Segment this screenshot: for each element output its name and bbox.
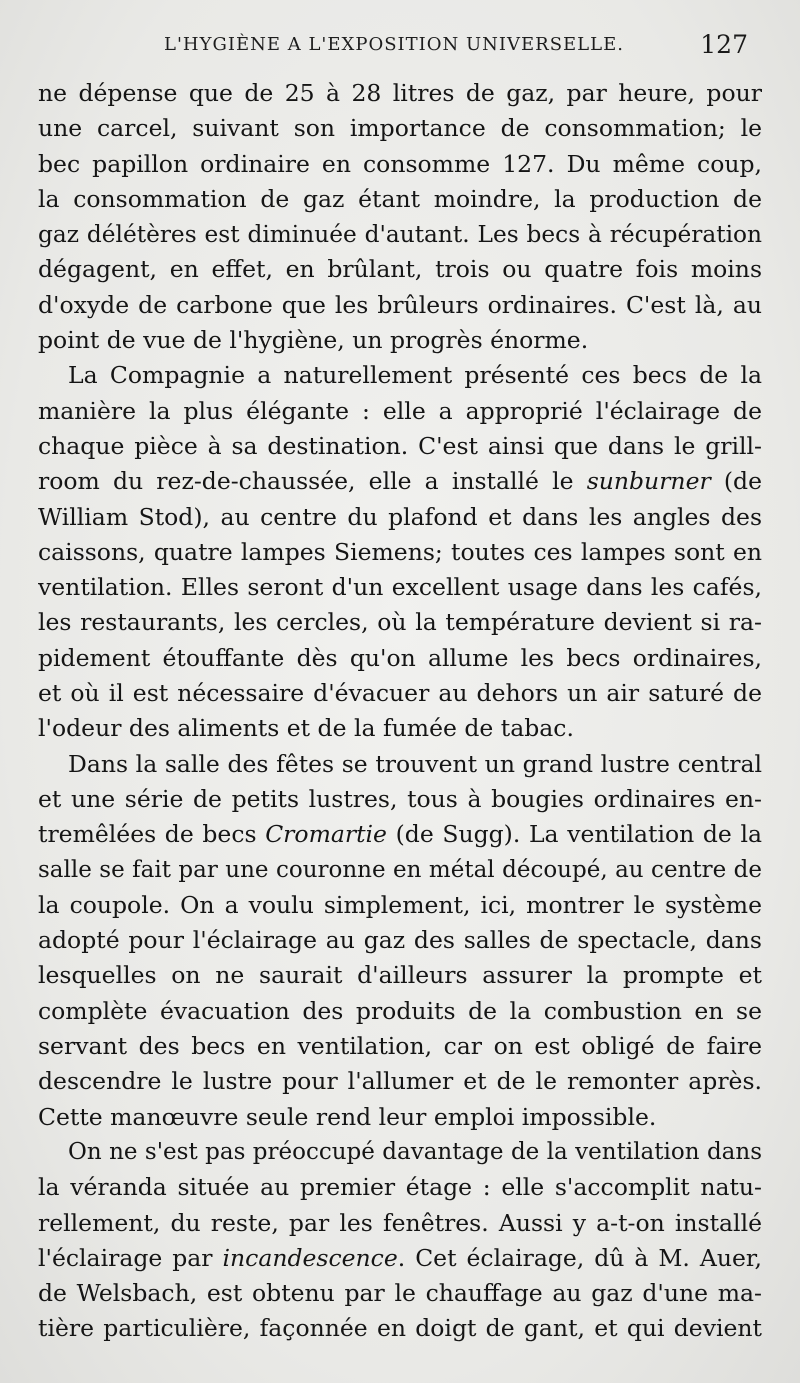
text-line: et une série de petits lustres, tous à bougies ordinaires en- bbox=[38, 784, 762, 813]
text-line: adopté pour l'éclairage au gaz des salles de spectacle, dans bbox=[38, 926, 762, 955]
text-segment: (de bbox=[710, 467, 762, 496]
text-line: descendre le lustre pour l'allumer et de le remonter après. bbox=[38, 1067, 762, 1096]
page-header bbox=[40, 30, 748, 68]
text-segment: l'éclairage par bbox=[38, 1243, 223, 1272]
text-line: chaque pièce à sa destination. C'est ainsi que dans le grill- bbox=[38, 431, 762, 460]
text-line: salle se fait par une couronne en métal découpé, au centre de bbox=[38, 856, 762, 883]
body-text bbox=[38, 76, 762, 1347]
text-line: les restaurants, les cercles, où la température devient si ra- bbox=[38, 608, 762, 637]
text-line bbox=[38, 464, 762, 499]
text-line: lesquelles on ne saurait d'ailleurs assurer la prompte et bbox=[38, 961, 762, 990]
text-line: bec papillon ordinaire en consomme 127. Du même coup, bbox=[38, 149, 762, 178]
italic-term: Cromartie bbox=[265, 820, 387, 849]
text-segment: . Cet éclairage, dû à M. Auer, bbox=[397, 1243, 762, 1272]
italic-term: incandescence bbox=[222, 1243, 398, 1272]
text-line bbox=[38, 1241, 762, 1276]
text-line: d'oxyde de carbone que les brûleurs ordinaires. C'est là, au bbox=[38, 290, 762, 319]
text-line: On ne s'est pas préoccupé davantage de la ventilation dans bbox=[68, 1138, 762, 1165]
text-line: Dans la salle des fêtes se trouvent un grand lustre central bbox=[68, 749, 762, 778]
text-line bbox=[38, 817, 762, 852]
running-title: L'HYGIÈNE A L'EXPOSITION UNIVERSELLE. bbox=[164, 34, 624, 55]
text-line: caissons, quatre lampes Siemens; toutes ces lampes sont en bbox=[38, 537, 762, 566]
text-line: point de vue de l'hygiène, un progrès énorme. bbox=[38, 326, 589, 355]
text-line: et où il est nécessaire d'évacuer au dehors un air saturé de bbox=[38, 679, 762, 708]
text-line: dégagent, en effet, en brûlant, trois ou quatre fois moins bbox=[38, 255, 762, 284]
text-line: une carcel, suivant son importance de consommation; le bbox=[38, 114, 762, 143]
text-line: la véranda située au premier étage : elle s'accomplit natu- bbox=[38, 1173, 762, 1202]
text-segment: room du rez-de-chaussée, elle a installé le bbox=[38, 467, 587, 496]
text-segment: (de Sugg). La ventilation de la bbox=[386, 820, 762, 849]
text-line: manière la plus élégante : elle a approprié l'éclairage de bbox=[38, 396, 762, 425]
text-line: pidement étouffante dès qu'on allume les becs ordinaires, bbox=[38, 643, 762, 672]
text-line: La Compagnie a naturellement présenté ces becs de la bbox=[68, 361, 762, 390]
page-number: 127 bbox=[700, 30, 748, 59]
text-line: Cette manœuvre seule rend leur emploi impossible. bbox=[38, 1102, 657, 1131]
text-line: de Welsbach, est obtenu par le chauffage au gaz d'une ma- bbox=[38, 1279, 762, 1308]
text-line: ventilation. Elles seront d'un excellent usage dans les cafés, bbox=[38, 573, 762, 602]
text-line: la consommation de gaz étant moindre, la production de bbox=[38, 184, 762, 213]
text-line: servant des becs en ventilation, car on est obligé de faire bbox=[38, 1032, 762, 1061]
text-line: la coupole. On a voulu simplement, ici, montrer le système bbox=[38, 890, 762, 919]
text-line: gaz délétères est diminuée d'autant. Les becs à récupération bbox=[38, 221, 762, 249]
text-line: rellement, du reste, par les fenêtres. Aussi y a-t-on installé bbox=[38, 1208, 762, 1237]
text-line: William Stod), au centre du plafond et dans les angles des bbox=[38, 502, 762, 531]
text-line: tière particulière, façonnée en doigt de gant, et qui devient bbox=[38, 1314, 762, 1343]
text-segment: tremêlées de becs bbox=[38, 820, 266, 849]
text-line: complète évacuation des produits de la combustion en se bbox=[38, 996, 762, 1025]
text-line: ne dépense que de 25 à 28 litres de gaz, par heure, pour bbox=[38, 79, 762, 107]
text-line: l'odeur des aliments et de la fumée de tabac. bbox=[38, 714, 574, 743]
italic-term: sunburner bbox=[586, 467, 711, 496]
